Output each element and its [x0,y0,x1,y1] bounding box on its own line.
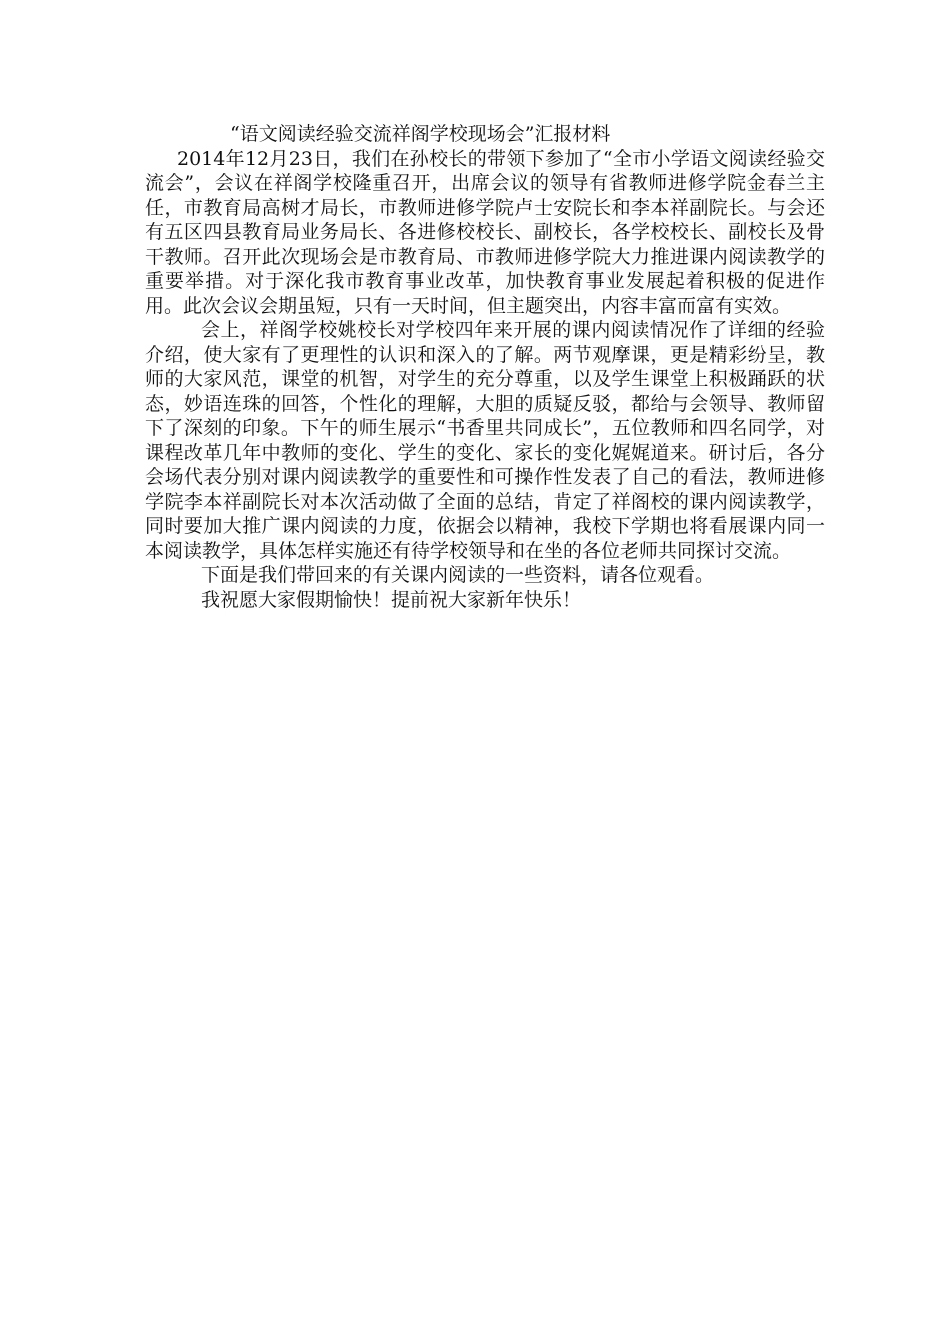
paragraph-closing-wishes: 我祝愿大家假期愉快！提前祝大家新年快乐！ [201,588,582,611]
paragraph-meeting-details: 会上，祥阁学校姚校长对学校四年来开展的课内阅读情况作了详细的经验介绍，使大家有了更理性的认识和深入的了解。两节观摩课，更是精彩纷呈，教师的大家风范，课堂的机智，对学生的充分尊重，以及学生课堂上积极踊跃的状态，妙语连珠的回答，个性化的理解，大胆的质疑反驳，都给与会领导、教师留下了深刻的印象。下午的师生展示“书香里共同成长”，五位教师和四名同学，对课程改革几年中教师的变化、学生的变化、家长的变化娓娓道来。研讨后，各分会场代表分别对课内阅读教学的重要性和可操作性发表了自己的看法，教师进修学院李本祥副院长对本次活动做了全面的总结，肯定了祥阁校的课内阅读教学，同时要加大推广课内阅读的力度，依据会以精神，我校下学期也将看展课内同一本阅读教学，具体怎样实施还有待学校领导和在坐的各位老师共同探讨交流。 [145,319,825,562]
document-title: “语文阅读经验交流祥阁学校现场会”汇报材料 [230,123,611,145]
paragraph-materials-note: 下面是我们带回来的有关课内阅读的一些资料，请各位观看。 [201,564,715,586]
paragraph-meeting-overview: 2014年12月23日，我们在孙校长的带领下参加了“全市小学语文阅读经验交流会”，会议在祥阁学校隆重召开，出席会议的领导有省教师进修学院金春兰主任，市教育局高树才局长，市教师进修学院卢士安院长和李本祥副院长。与会还有五区四县教育局业务局长、各进修校校长、副校长，各学校校长、副校长及骨干教师。召开此次现场会是市教育局、市教师进修学院大力推进课内阅读教学的重要举措。对于深化我市教育事业改革，加快教育事业发展起着积极的促进作用。此次会议会期虽短，只有一天时间，但主题突出，内容丰富而富有实效。 [145,147,825,317]
document-body [145,122,825,612]
